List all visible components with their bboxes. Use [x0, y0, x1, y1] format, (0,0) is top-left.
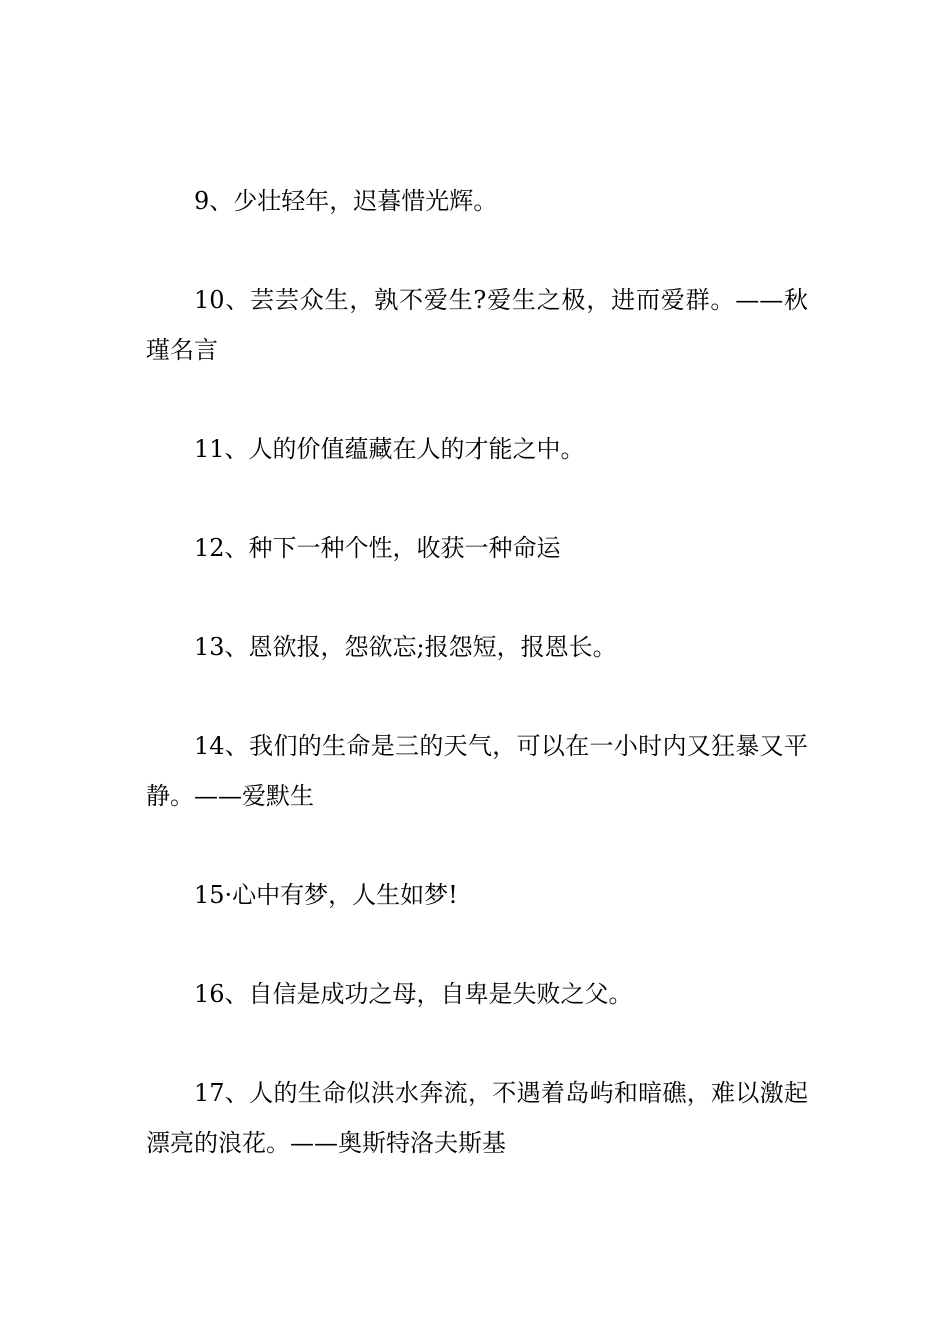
document-body	[146, 176, 808, 1217]
quote-paragraph-15: 15·心中有梦，人生如梦!	[194, 881, 458, 909]
quote-paragraph-14: 14、我们的生命是三的天气，可以在一小时内又狂暴又平静。——爱默生	[146, 732, 808, 810]
quote-paragraph-17: 17、人的生命似洪水奔流，不遇着岛屿和暗礁，难以激起漂亮的浪花。——奥斯特洛夫斯基	[146, 1079, 808, 1157]
quote-paragraph-10: 10、芸芸众生，孰不爱生?爱生之极，进而爱群。——秋瑾名言	[146, 286, 808, 364]
quote-paragraph-16: 16、自信是成功之母，自卑是失败之父。	[194, 980, 633, 1008]
quote-paragraph-9: 9、少壮轻年，迟暮惜光辉。	[194, 187, 498, 215]
quote-paragraph-13: 13、恩欲报，怨欲忘;报怨短，报恩长。	[194, 633, 617, 661]
quote-paragraph-12: 12、种下一种个性，收获一种命运	[194, 534, 561, 562]
quote-paragraph-11: 11、人的价值蕴藏在人的才能之中。	[194, 435, 585, 463]
